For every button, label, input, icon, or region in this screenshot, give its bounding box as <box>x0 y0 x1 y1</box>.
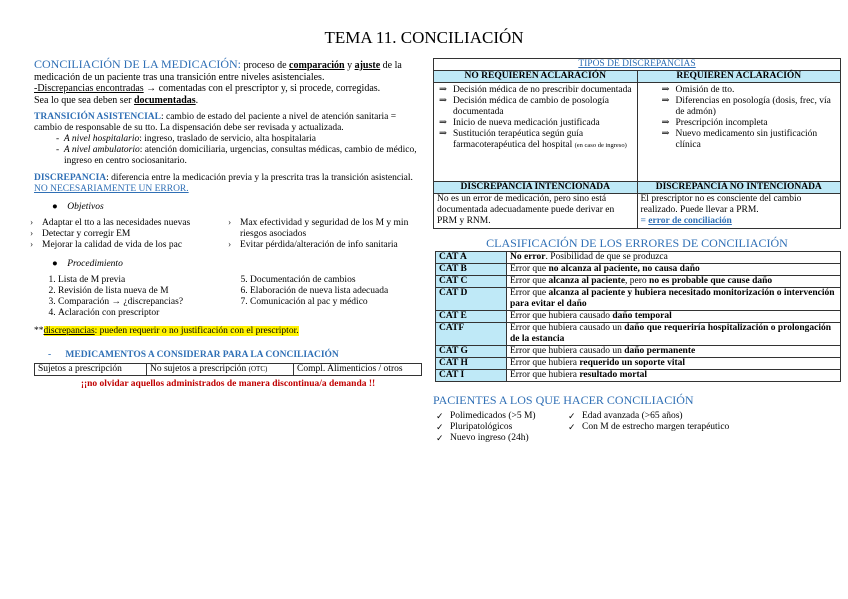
table-row <box>436 323 841 346</box>
col-header: REQUIEREN ACLARACIÓN <box>637 71 841 83</box>
discrepancias-text: → comentadas con el prescriptor y, si procede, corregidas. <box>143 83 381 94</box>
description-cell <box>507 323 841 346</box>
list-item: 4. Aclaración con prescriptor <box>58 308 248 319</box>
list-item: › Max efectividad y seguridad de los M y min riesgos asociados <box>226 218 416 240</box>
table-row <box>434 194 841 229</box>
table-cell <box>147 364 294 376</box>
description-cell <box>507 276 841 288</box>
description-cell <box>507 370 841 382</box>
discrepancia-section <box>34 173 420 195</box>
category-cell: CAT C <box>436 276 507 288</box>
table-row <box>436 358 841 370</box>
clasificacion-table <box>435 251 841 382</box>
procedimiento-text: Procedimiento <box>67 259 123 269</box>
description-cell <box>507 288 841 311</box>
description-cell <box>507 311 841 323</box>
bold-text: no alcanza al paciente, no causa daño <box>548 264 700 274</box>
bold-text: daño temporal <box>612 311 672 321</box>
text: Error que <box>510 264 549 274</box>
list-item: ⇒ Decisión médica de no prescribir documentada <box>437 85 634 96</box>
table-row <box>434 71 841 83</box>
list-item: ⇒ Decisión médica de cambio de posología documentada <box>437 96 634 118</box>
cell-text: No sujetos a prescripción <box>150 364 247 374</box>
category-cell: CAT E <box>436 311 507 323</box>
discrepancia-note: NO NECESARIAMENTE UN ERROR. <box>34 184 189 194</box>
conciliacion-section <box>34 59 420 106</box>
warning-text: ¡¡no olvidar aquellos administrados de manera discontinua/a demanda !! <box>80 379 376 389</box>
ajuste-term: ajuste <box>354 60 381 71</box>
list-item: › Evitar pérdida/alteración de info sanitaria <box>226 240 416 251</box>
list-item: ⇒ Prescripción incompleta <box>660 118 838 129</box>
medicamentos-heading: - MEDICAMENTOS A CONSIDERAR PARA LA CONCILIACIÓN <box>48 350 339 360</box>
documentadas-pre: Sea lo que sea deben ser <box>34 94 134 106</box>
bold-text: requerido un soporte vital <box>579 358 686 368</box>
list-item: 2. Revisión de lista nueva de M <box>58 286 248 297</box>
no-aclaracion-list <box>437 85 634 151</box>
period: . <box>195 94 199 106</box>
text: Error que <box>510 276 549 286</box>
table-row <box>434 182 841 194</box>
table-cell <box>637 194 841 229</box>
col-header: DISCREPANCIA NO INTENCIONADA <box>637 182 841 194</box>
category-cell: CAT B <box>436 264 507 276</box>
intencionada-text: No es un error de medicación, pero sino está documentada adecuadamente puede derivar en PRM y RNM. <box>434 194 638 229</box>
bold-text: daño permanente <box>624 346 696 356</box>
discrepancia-text: : diferencia entre la medicación previa y la prescrita tras la transición asistencial. <box>106 173 413 183</box>
error-conciliacion-link: error de conciliación <box>648 216 732 226</box>
item-small: (en caso de ingreso) <box>574 142 627 149</box>
table-row <box>436 346 841 358</box>
item-text: Sustitución terapéutica según guía farmacoterapéutica del hospital <box>453 129 584 150</box>
text: Error que <box>510 288 549 298</box>
aclaracion-list <box>660 85 838 151</box>
no-intencionada-text: El prescriptor no es consciente del cambio realizado. Puede llevar a PRM. <box>640 194 802 215</box>
bold-text: alcanza al paciente <box>548 276 626 286</box>
conciliacion-heading: CONCILIACIÓN DE LA MEDICACIÓN: <box>34 57 241 71</box>
list-item: ⇒ Nuevo medicamento sin justificación clínica <box>660 129 838 151</box>
list-item: ⇒ Omisión de tto. <box>660 85 838 96</box>
bold-text: No error <box>510 252 546 262</box>
bold-text: no es probable que cause daño <box>649 276 773 286</box>
category-cell: CAT G <box>436 346 507 358</box>
list-item: ✓ Polimedicados (>5 M) <box>436 411 586 422</box>
table-row <box>436 370 841 382</box>
list-item: › Detectar y corregir EM <box>28 229 218 240</box>
table-cell: Compl. Alimenticios / otros <box>294 364 422 376</box>
transicion-item-ambulatorio: - A nivel ambulatorio: atención domiciliaria, urgencias, consultas médicas, cambio de médico, ingreso en centro sociosanitario. <box>56 145 417 166</box>
bold-text: resultado mortal <box>579 370 648 380</box>
description-cell <box>507 346 841 358</box>
description-cell <box>507 358 841 370</box>
tipos-header <box>434 59 841 71</box>
text: . Posibilidad de que se produzca <box>545 252 668 262</box>
table-row <box>436 311 841 323</box>
text: Error que hubiera <box>510 370 580 380</box>
hospital-text: : ingreso, traslado de servicio, alta hospitalaria <box>139 134 316 144</box>
note-prefix: ** <box>34 326 44 336</box>
list-item: › Adaptar el tto a las necesidades nuevas <box>28 218 218 229</box>
equals: = <box>640 216 649 226</box>
table-row <box>434 59 841 71</box>
page-title: TEMA 11. CONCILIACIÓN <box>324 28 524 47</box>
list-item: ⇒ Inicio de nueva medicación justificada <box>437 118 634 129</box>
table-cell <box>434 83 638 182</box>
text: , pero <box>625 276 650 286</box>
text: Error que hubiera <box>510 358 580 368</box>
list-item <box>437 129 634 151</box>
procedimiento-left-list <box>28 275 248 319</box>
documentadas-term: documentadas <box>133 94 196 106</box>
list-item: 6. Elaboración de nueva lista adecuada <box>250 286 450 297</box>
objetivos-right-list <box>226 218 416 251</box>
table-row <box>436 252 841 264</box>
table-cell <box>637 83 841 182</box>
note-highlight: discrepancias <box>43 326 95 336</box>
list-item: ✓ Pluripatológicos <box>436 422 586 433</box>
otc-label: (OTC) <box>248 365 268 373</box>
text: Error que hubiera causado un <box>510 323 625 333</box>
clasificacion-heading: CLASIFICACIÓN DE LOS ERRORES DE CONCILIACIÓN <box>486 236 788 250</box>
discrepancias-note <box>34 326 299 337</box>
medicamentos-table <box>34 363 422 376</box>
list-item: 5. Documentación de cambios <box>250 275 450 286</box>
clasificacion-body <box>436 252 841 382</box>
tipos-table <box>433 58 841 229</box>
category-cell: CAT A <box>436 252 507 264</box>
pacientes-right-list <box>568 411 788 433</box>
list-item: 7. Comunicación al pac y médico <box>250 297 450 308</box>
conciliacion-text-2: de la medicación de un paciente tras una transición entre niveles asistenciales. <box>34 60 402 83</box>
description-cell <box>507 252 841 264</box>
list-item: ✓ Con M de estrecho margen terapéutico <box>568 422 788 433</box>
procedimiento-label: ● Procedimiento <box>52 259 123 269</box>
objetivos-label: ● Objetivos <box>52 202 104 212</box>
category-cell: CAT H <box>436 358 507 370</box>
col-header: NO REQUIEREN ACLARACIÓN <box>434 71 638 83</box>
objetivos-left-list <box>28 218 218 251</box>
table-row <box>436 264 841 276</box>
table-cell: Sujetos a prescripción <box>35 364 147 376</box>
list-item: 3. Comparación → ¿discrepancias? <box>58 297 248 308</box>
pacientes-left-list <box>436 411 586 444</box>
description-cell <box>507 264 841 276</box>
category-cell: CAT I <box>436 370 507 382</box>
pacientes-heading: PACIENTES A LOS QUE HACER CONCILIACIÓN <box>433 393 694 407</box>
table-row <box>434 83 841 182</box>
list-item: 1. Lista de M previa <box>58 275 248 286</box>
transicion-item-hospital: - A nivel hospitalario: ingreso, traslado de servicio, alta hospitalaria <box>56 134 316 144</box>
list-item: › Mejorar la calidad de vida de los pac <box>28 240 218 251</box>
list-item: ✓ Nuevo ingreso (24h) <box>436 433 586 444</box>
category-cell: CATF <box>436 323 507 346</box>
ambulatorio-text: : atención domiciliaria, urgencias, consultas médicas, cambio de médico, ingreso en centro sociosanitario. <box>64 145 417 166</box>
transicion-text: : cambio de estado del paciente a nivel de atención sanitaria = cambio de responsable de su tto. La dispensación debe ser revisada y actualizada. <box>34 112 397 133</box>
transicion-heading: TRANSICIÓN ASISTENCIAL <box>34 112 161 122</box>
hospital-label: A nivel hospitalario <box>63 134 140 144</box>
medicamentos-heading-text: MEDICAMENTOS A CONSIDERAR PARA LA CONCILIACIÓN <box>65 350 339 360</box>
ambulatorio-label: A nivel ambulatorio <box>63 145 140 155</box>
table-row <box>35 364 422 376</box>
objetivos-text: Objetivos <box>67 202 104 212</box>
text: Error que hubiera causado <box>510 311 613 321</box>
tipos-header-text: TIPOS DE DISCREPANCIAS <box>578 59 696 69</box>
discrepancias-encontradas: -Discrepancias encontradas <box>34 83 144 94</box>
discrepancia-heading: DISCREPANCIA <box>34 173 107 183</box>
col-header: DISCREPANCIA INTENCIONADA <box>434 182 638 194</box>
procedimiento-right-list <box>220 275 450 308</box>
conj: y <box>344 60 355 71</box>
transicion-section <box>34 112 420 167</box>
bold-text: alcanza al paciente y hubiera necesitado monitorización o intervención para evitar el daño <box>510 288 835 309</box>
note-text: : pueden requerir o no justificación con el prescriptor. <box>94 326 299 336</box>
bold-text: daño que requeriría hospitalización o prolongación de la estancia <box>510 323 832 344</box>
list-item: ⇒ Diferencias en posología (dosis, frec, vía de admón) <box>660 96 838 118</box>
category-cell: CAT D <box>436 288 507 311</box>
text: Error que hubiera causado un <box>510 346 625 356</box>
table-row <box>436 276 841 288</box>
comparacion-term: comparación <box>289 60 345 71</box>
table-row <box>436 288 841 311</box>
list-item: ✓ Edad avanzada (>65 años) <box>568 411 788 422</box>
conciliacion-text: proceso de <box>241 60 290 71</box>
